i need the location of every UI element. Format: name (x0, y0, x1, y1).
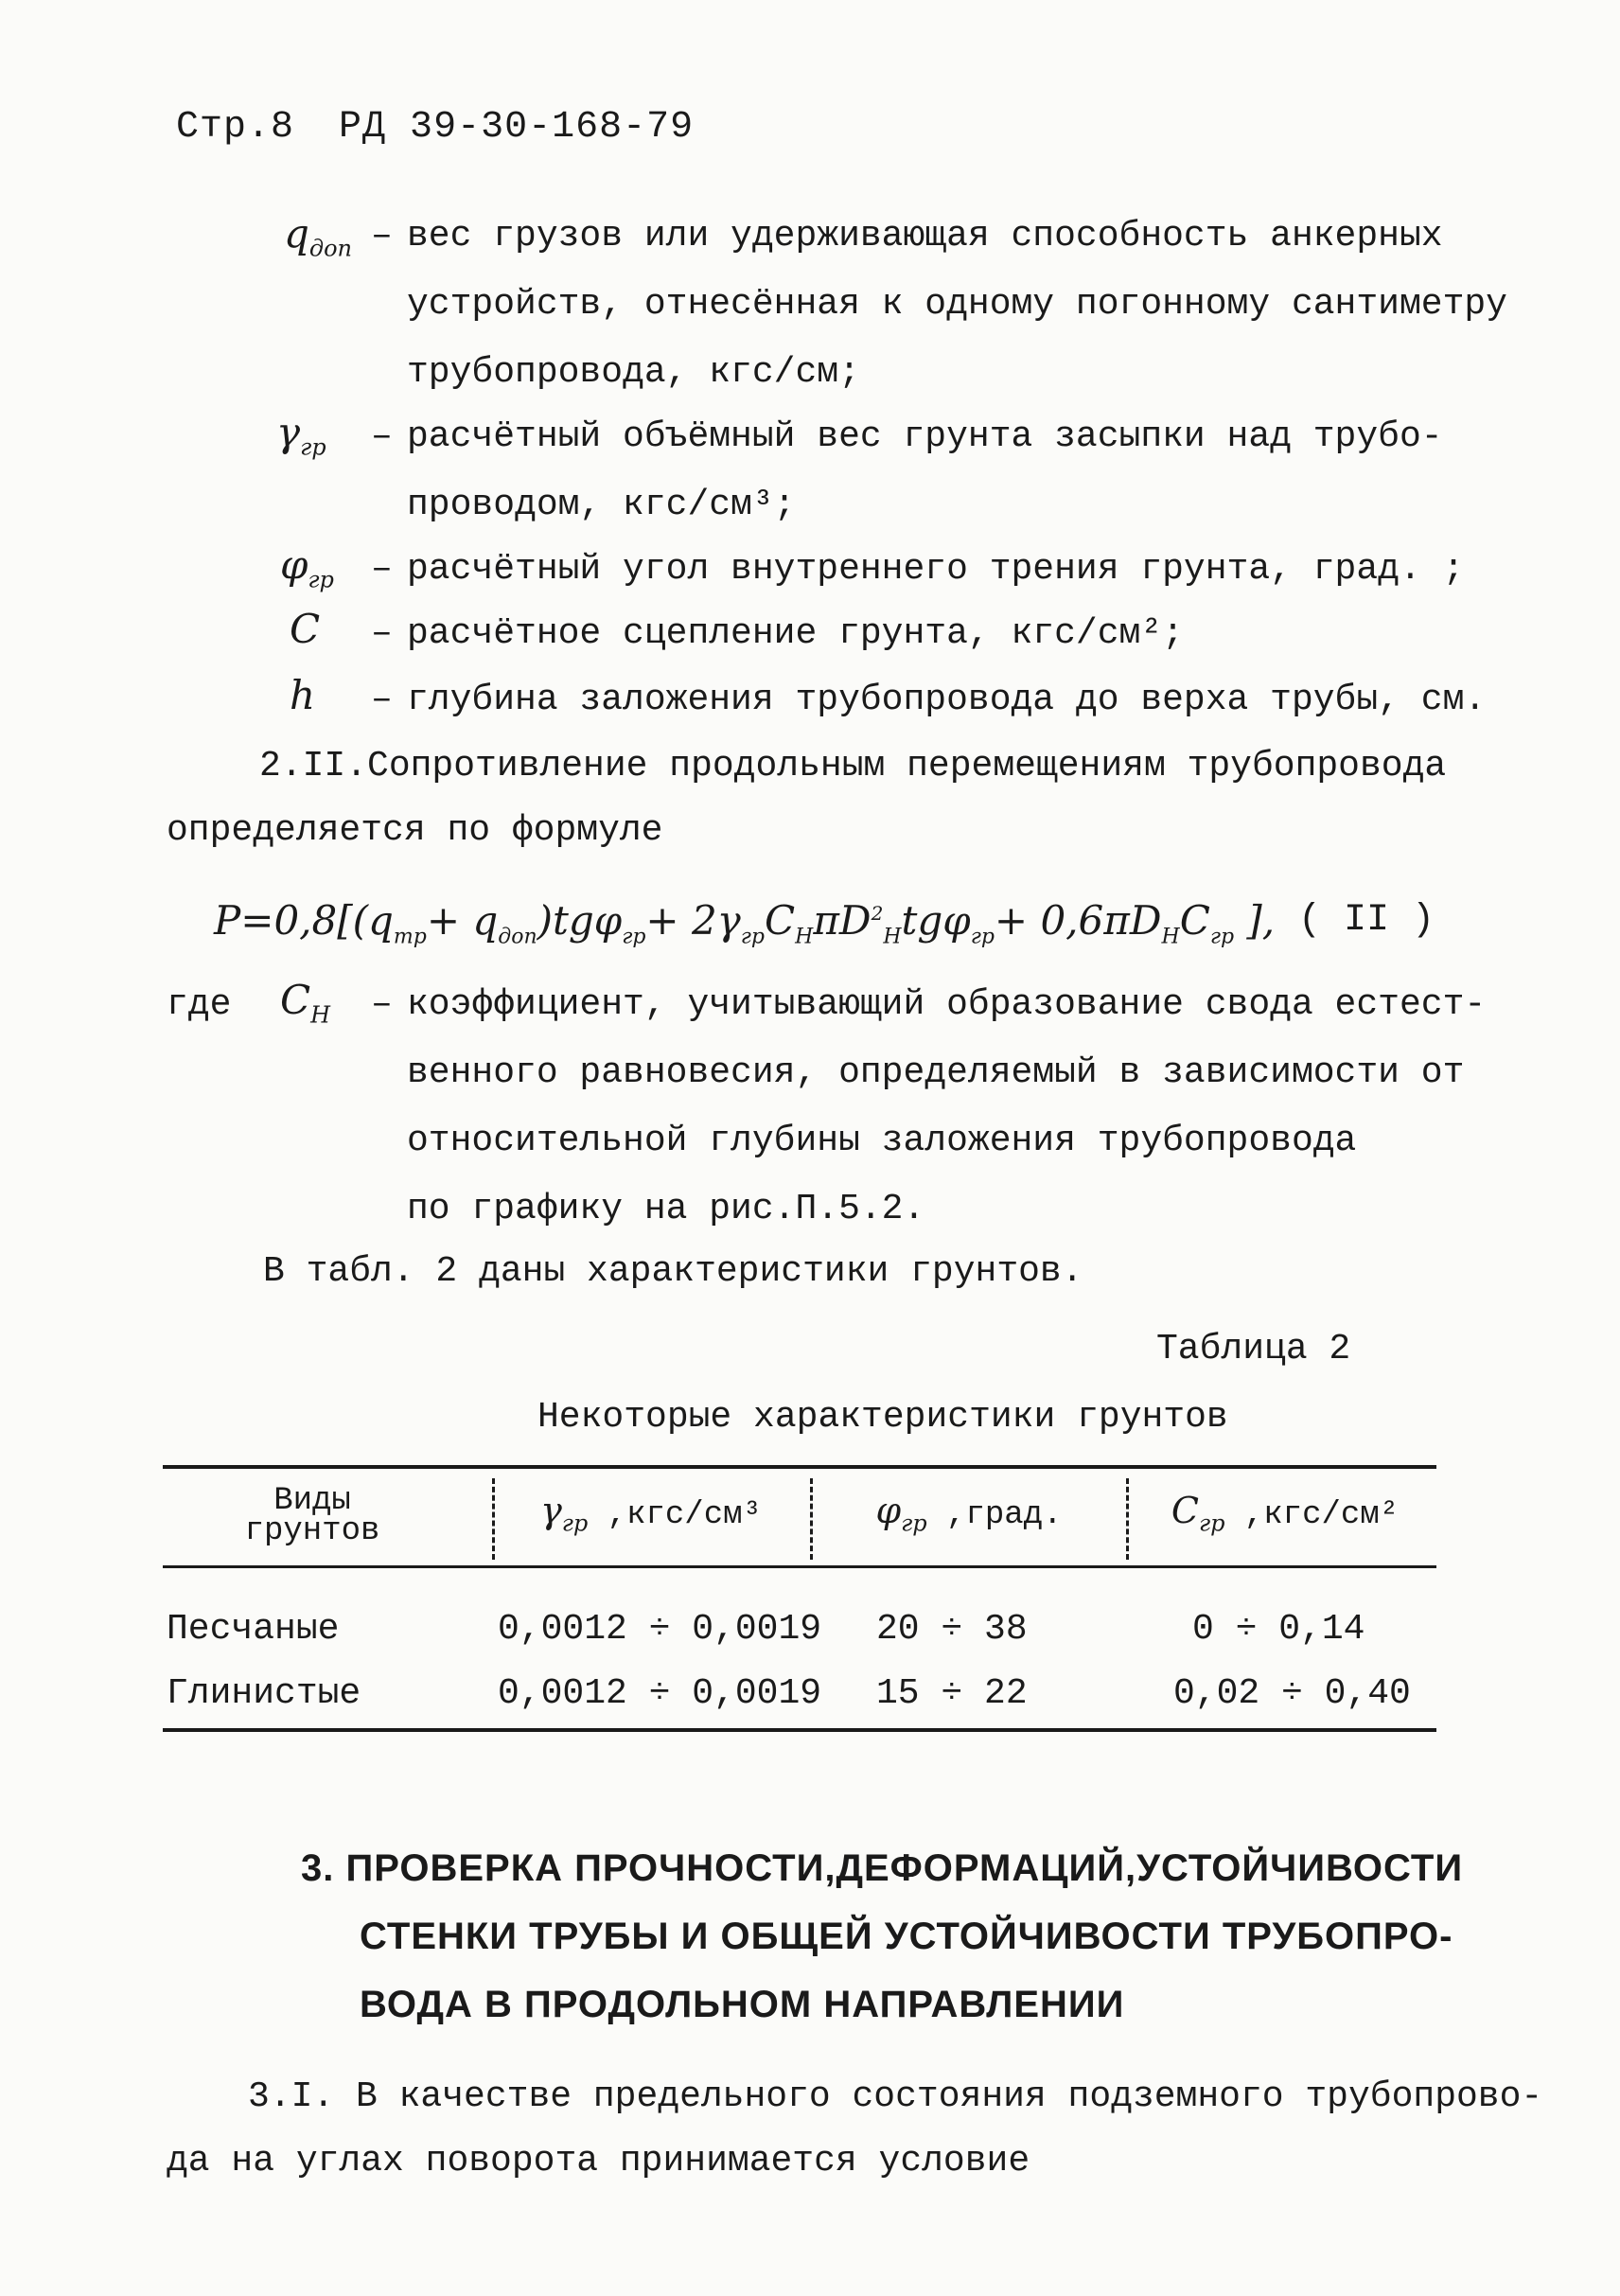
table-title: Некоторые характеристики грунтов (537, 1397, 1228, 1438)
header-c: $C_{гр}$ ,кгс/см² (1171, 1490, 1400, 1537)
table-bottom-rule (163, 1728, 1436, 1732)
symbol-phi-gr: $\varphi_{гр}$ (280, 541, 334, 593)
section-3-title-line: ВОДА В ПРОДОЛЬНОМ НАПРАВЛЕНИИ (360, 1984, 1125, 2025)
paragraph-3-1-line: 3.I. В качестве предельного состояния подземного трубопрово- (248, 2076, 1543, 2117)
header-separator (492, 1478, 495, 1560)
paragraph-2-11-line: 2.II.Сопротивление продольным перемещениям трубопровода (259, 746, 1447, 786)
definition-text-line: вес грузов или удерживающая способность анкерных (407, 216, 1443, 256)
where-text-line: коэффициент, учитывающий образование свода естест- (407, 984, 1487, 1025)
definition-text-line: трубопровода, кгс/см; (407, 352, 860, 393)
definition-dash: – (371, 216, 393, 256)
table-intro: В табл. 2 даны характеристики грунтов. (263, 1251, 1083, 1292)
header-gamma: $\gamma_{гр}$ ,кгс/см³ (540, 1490, 762, 1537)
page-header (176, 106, 694, 149)
where-text-line: относительной глубины заложения трубопровода (407, 1121, 1357, 1161)
formula-11: $P=0,8[(q_{тр}+ q_{доп})tg\varphi_{гр}+ 2\gamma_{гр}C_H\pi D^2_Htg\varphi_{гр}+ 0,6\pi D_HC_{гр}$ ], (214, 897, 1276, 949)
row-clay-gamma: 0,0012 ÷ 0,0019 (498, 1673, 822, 1714)
definition-text-line: расчётное сцепление грунта, кгс/см²; (407, 613, 1184, 654)
definition-c (290, 606, 320, 654)
paragraph-3-1-line: да на углах поворота принимается условие (167, 2141, 1030, 2181)
row-clay-c: 0,02 ÷ 0,40 (1173, 1673, 1411, 1714)
row-sandy-gamma: 0,0012 ÷ 0,0019 (498, 1609, 822, 1650)
table-top-rule (163, 1465, 1436, 1469)
section-3-title-line: 3. ПРОВЕРКА ПРОЧНОСТИ,ДЕФОРМАЦИЙ,УСТОЙЧИВОСТИ (301, 1847, 1464, 1889)
definition-text-line: расчётный объёмный вес грунта засыпки над трубо- (407, 416, 1443, 457)
header-phi: $\varphi_{гр}$ ,град. (875, 1490, 1063, 1537)
definition-dash: – (371, 680, 393, 720)
definition-text-line: проводом, кгс/см³; (407, 485, 796, 525)
where-text-line: венного равновесия, определяемый в зависимости от (407, 1052, 1465, 1093)
definition-text-line: расчётный угол внутреннего трения грунта, град. ; (407, 549, 1465, 590)
header-soil-type: Виды грунтов (244, 1483, 380, 1549)
where-symbol-ch: $C_H$ (280, 977, 331, 1029)
symbol-gamma-gr: $\gamma_{гр}$ (276, 409, 326, 461)
row-sandy-c: 0 ÷ 0,14 (1192, 1609, 1365, 1650)
symbol-q-dop: $q_{доп}$ (284, 210, 353, 262)
paragraph-2-11-line: определяется по формуле (167, 810, 663, 851)
row-sandy-name: Песчаные (167, 1609, 340, 1650)
row-clay-phi: 15 ÷ 22 (876, 1673, 1028, 1714)
definition-dash: – (371, 416, 393, 457)
table-label: Таблица 2 (1156, 1329, 1351, 1369)
header-separator (1126, 1478, 1129, 1560)
row-sandy-phi: 20 ÷ 38 (876, 1609, 1028, 1650)
where-word: где (167, 984, 232, 1025)
symbol-c: C (290, 606, 321, 652)
document-code: РД 39-30-168-79 (339, 106, 695, 149)
where-text-line: по графику на рис.П.5.2. (407, 1189, 925, 1229)
definition-dash: – (371, 549, 393, 590)
symbol-h: h (290, 672, 316, 718)
definition-dash: – (371, 613, 393, 654)
section-3-title-line: СТЕНКИ ТРУБЫ И ОБЩЕЙ УСТОЙЧИВОСТИ ТРУБОПРО- (360, 1916, 1453, 1957)
header-separator (810, 1478, 813, 1560)
formula-number: ( II ) (1298, 899, 1435, 942)
definition-q-dop (284, 210, 352, 261)
definition-dash: – (371, 984, 393, 1025)
row-clay-name: Глинистые (167, 1673, 361, 1714)
definition-phi-gr (280, 541, 334, 592)
definition-text-line: глубина заложения трубопровода до верха трубы, см. (407, 680, 1487, 720)
table-header-rule (163, 1565, 1436, 1568)
definition-text-line: устройств, отнесённая к одному погонному сантиметру (407, 284, 1507, 325)
page-label: Стр.8 (176, 106, 295, 149)
definition-gamma-gr (276, 409, 326, 460)
definition-h (290, 672, 315, 720)
